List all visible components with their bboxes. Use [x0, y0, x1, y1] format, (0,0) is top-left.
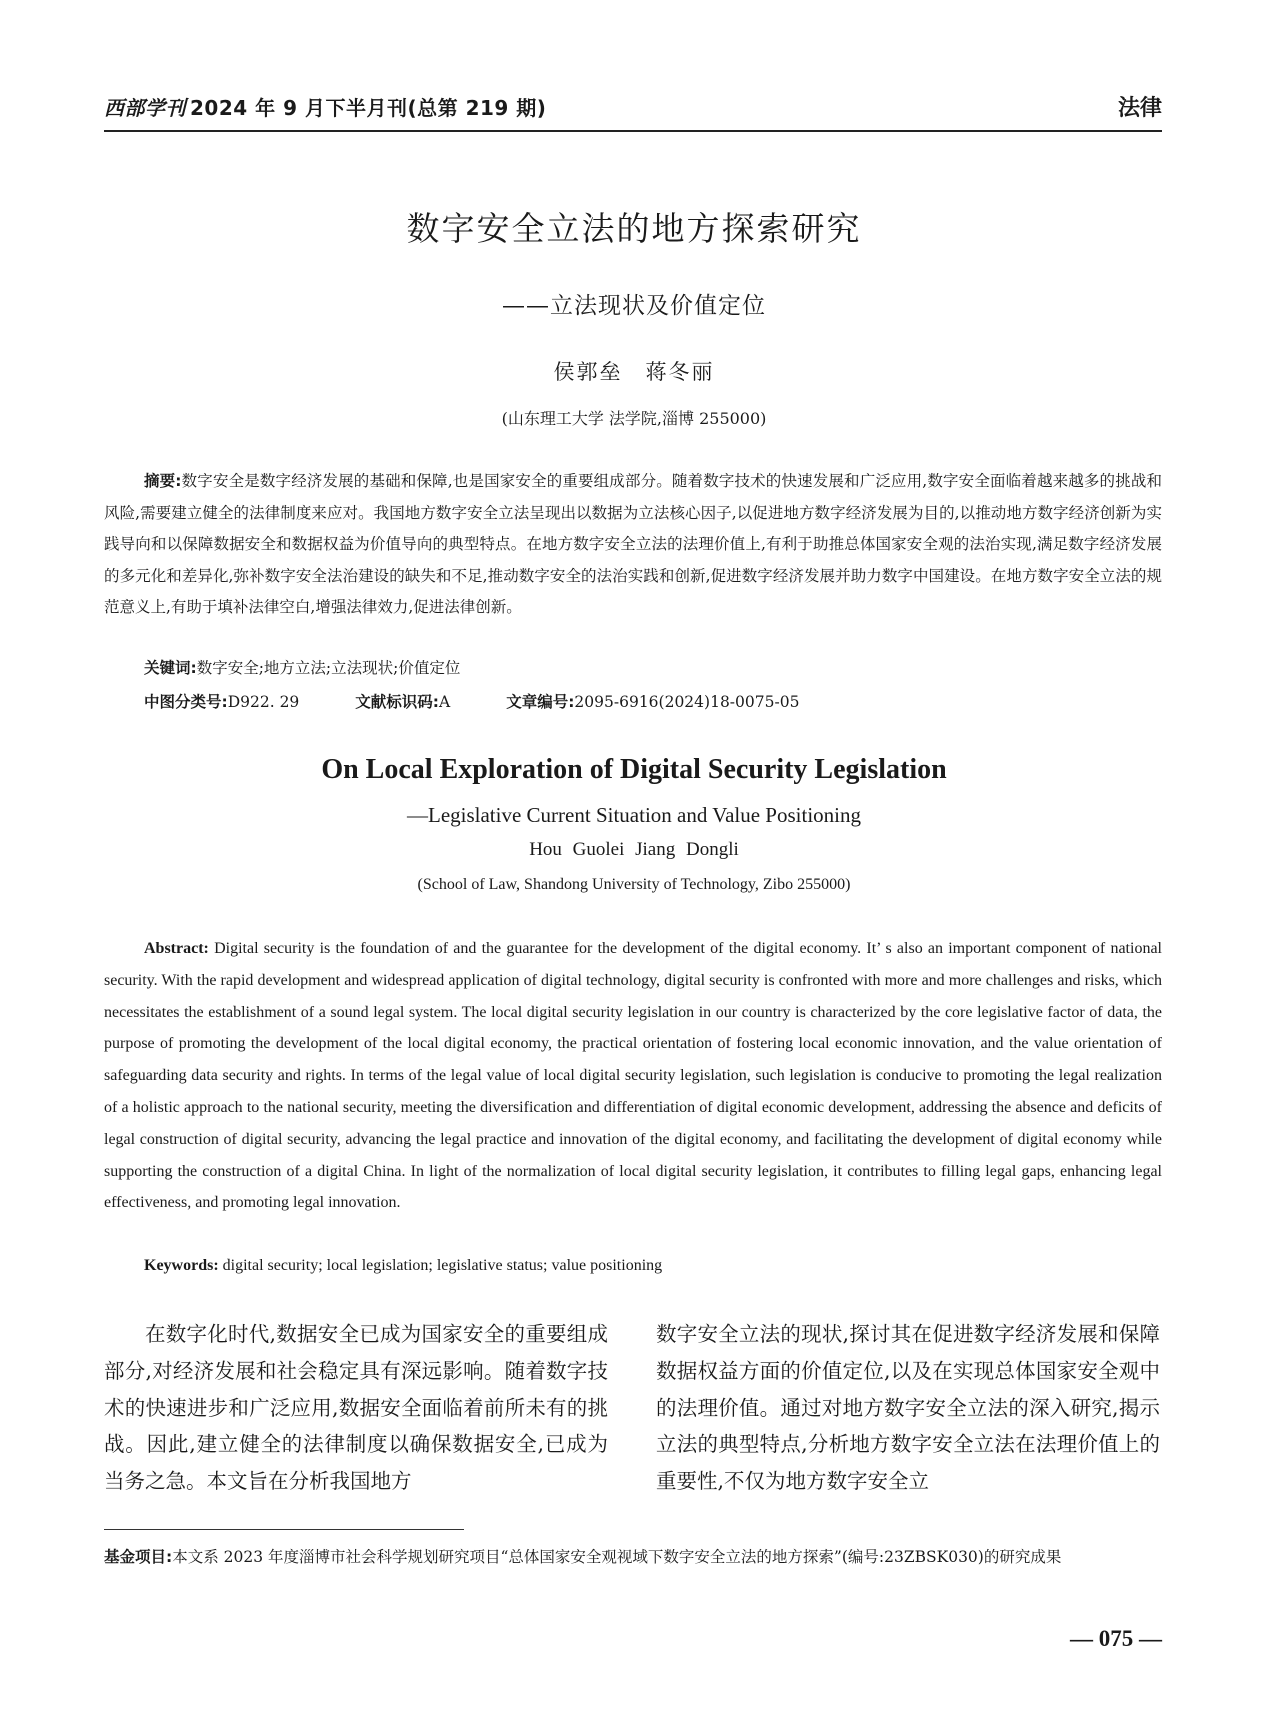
footnote-rule: [104, 1529, 464, 1530]
abstract-en-text: Digital security is the foundation of and the guarantee for the development of the digital economy. It’ s also an important component of national security. With the rapid development and widespread application of digital technology, digital security is confronted with more and more challenges and risks, which necessitates the establishment of a sound legal system. The local digital security legislation in our country is characterized by the core legislative factor of data, the purpose of promoting the development of the local digital economy, the practical orientation of fostering local economic innovation, and the value orientation of safeguarding data security and rights. In terms of the legal value of local digital security legislation, such legislation is conducive to promoting the legal realization of a holistic approach to the national security, meeting the diversification and differentiation of digital economic development, addressing the absence and deficits of legal construction of digital security, advancing the legal practice and innovation of the digital economy, and facilitating the development of digital economy while supporting the construction of a digital China. In light of the normalization of local digital security legislation, it contributes to filling legal gaps, enhancing legal effectiveness, and promoting legal innovation.: [104, 940, 1162, 1212]
keywords-en-label: Keywords:: [144, 1257, 219, 1274]
abstract-cn-text: 数字安全是数字经济发展的基础和保障,也是国家安全的重要组成部分。随着数字技术的快速发展和广泛应用,数字安全面临着越来越多的挑战和风险,需要建立健全的法律制度来应对。我国地方数字安全立法呈现出以数据为立法核心因子,以促进地方数字经济发展为目的,以推动地方数字经济创新为实践导向和以保障数据安全和数据权益为价值导向的典型特点。在地方数字安全立法的法理价值上,有利于助推总体国家安全观的法治实现,满足数字经济发展的多元化和差异化,弥补数字安全法治建设的缺失和不足,推动数字安全的法治实践和创新,促进数字经济发展并助力数字中国建设。在地方数字安全立法的规范意义上,有助于填补法律空白,增强法律效力,促进法律创新。: [104, 472, 1162, 617]
article-no-value: 2095-6916(2024)18-0075-05: [574, 693, 800, 711]
running-header: [104, 88, 1162, 124]
journal-issue: [104, 92, 546, 121]
abstract-en: [104, 933, 1162, 1219]
affiliation-en: (School of Law, Shandong University of Technology, Zibo 255000): [417, 876, 851, 893]
abstract-cn-label: 摘要:: [144, 472, 182, 490]
keywords-en-text: digital security; local legislation; legislative status; value positioning: [218, 1257, 663, 1274]
subtitle-cn: ——立法现状及价值定位: [502, 293, 766, 319]
clc-item: [144, 690, 299, 712]
funding-footnote: [104, 1542, 1162, 1572]
header-rule: [104, 130, 1162, 132]
keywords-cn: [144, 656, 1144, 678]
subtitle-en: —Legislative Current Situation and Value Positioning: [407, 803, 861, 827]
keywords-cn-label: 关键词:: [144, 659, 197, 677]
affiliation-cn: (山东理工大学 法学院,淄博 255000): [501, 409, 767, 428]
doc-code-item: [355, 690, 450, 712]
abstract-en-label: Abstract:: [144, 940, 209, 957]
footnote-label: 基金项目:: [104, 1548, 173, 1566]
title-en: On Local Exploration of Digital Security Legislation: [321, 754, 947, 785]
authors-cn: 侯郭垒 蒋冬丽: [553, 360, 715, 384]
article-no-item: [506, 690, 799, 712]
doc-code-value: A: [439, 693, 451, 711]
abstract-cn: [104, 466, 1162, 624]
journal-logo: 西部学刊: [104, 95, 186, 120]
clc-label: 中图分类号:: [144, 693, 228, 711]
title-cn: 数字安全立法的地方探索研究: [406, 209, 862, 248]
keywords-en: [144, 1257, 1144, 1275]
page-number: — 075 —: [1070, 1626, 1162, 1651]
doc-code-label: 文献标识码:: [355, 693, 439, 711]
section-name: 法律: [1117, 95, 1162, 121]
footnote-text: 本文系 2023 年度淄博市社会科学规划研究项目“总体国家安全观视域下数字安全立法的地方探索”(编号:23ZBSK030)的研究成果: [172, 1548, 1062, 1566]
body-column-right: 数字安全立法的现状,探讨其在促进数字经济发展和保障数据权益方面的价值定位,以及在实现总体国家安全观中的法理价值。通过对地方数字安全立法的深入研究,揭示立法的典型特点,分析地方数字安全立法在法理价值上的重要性,不仅为地方数字安全立: [656, 1322, 1160, 1494]
clc-value: D922. 29: [227, 693, 300, 711]
article-no-label: 文章编号:: [506, 693, 575, 711]
classification-line: [144, 690, 1144, 712]
body-column-left: 在数字化时代,数据安全已成为国家安全的重要组成部分,对经济发展和社会稳定具有深远影响。随着数字技术的快速进步和广泛应用,数据安全面临着前所未有的挑战。因此,建立健全的法律制度以确保数据安全,已成为当务之急。本文旨在分析我国地方: [104, 1322, 608, 1494]
issue-info: 2024 年 9 月下半月刊(总第 219 期): [190, 95, 547, 120]
keywords-cn-text: 数字安全;地方立法;立法现状;价值定位: [196, 659, 461, 677]
authors-en: Hou Guolei Jiang Dongli: [529, 839, 739, 860]
